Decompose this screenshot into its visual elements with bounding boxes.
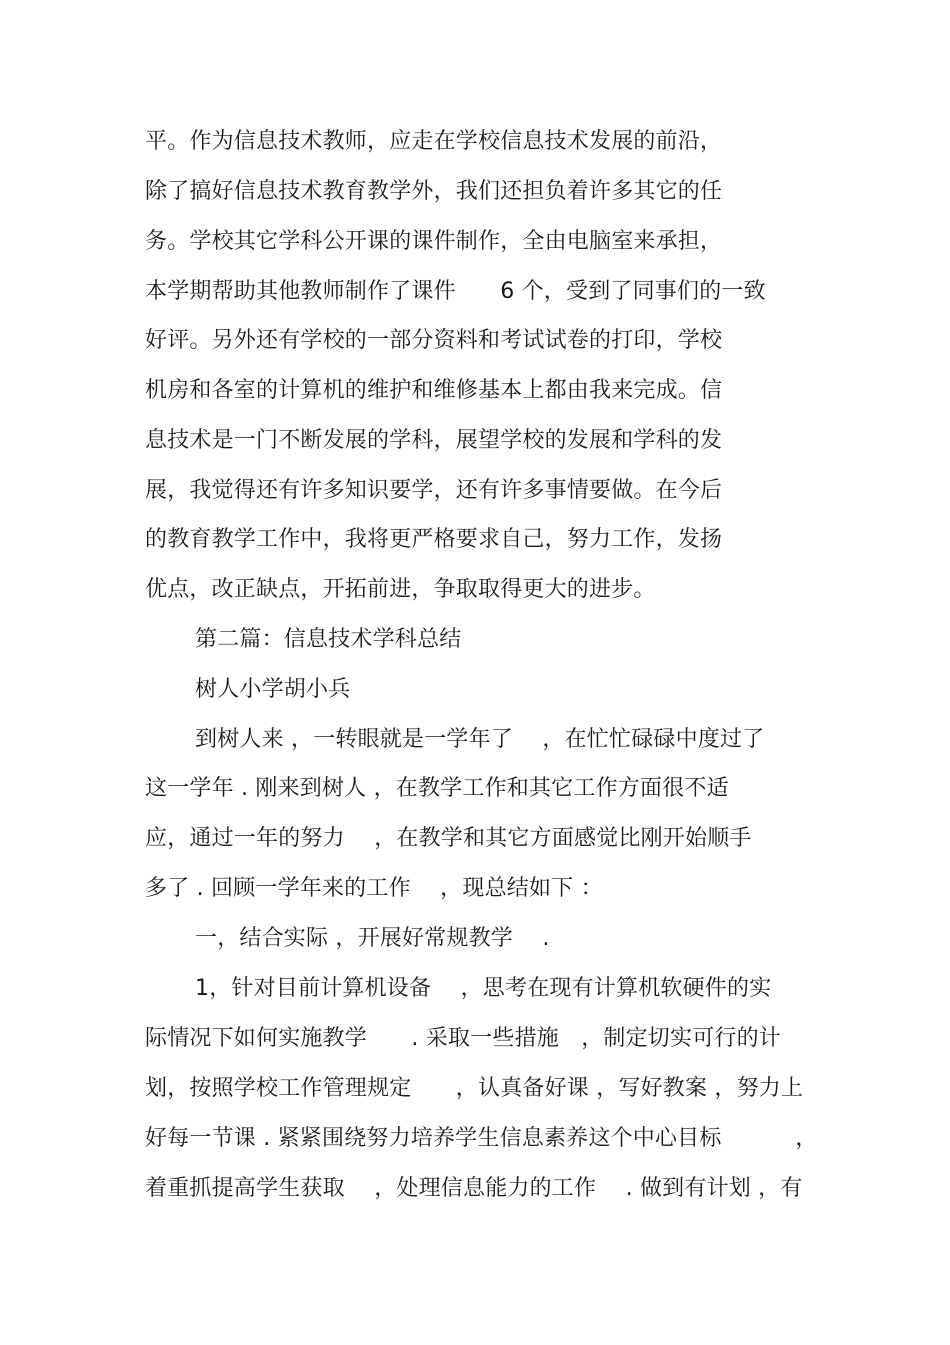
paragraph-line: 应，通过一年的努力 ，在教学和其它方面感觉比刚开始顺手 — [145, 826, 752, 851]
paragraph-line: 展，我觉得还有许多知识要学，还有许多事情要做。在今后 — [145, 478, 723, 503]
paragraph-line: 务。学校其它学科公开课的课件制作，全由电脑室来承担， — [145, 229, 723, 254]
paragraph-line: 机房和各室的计算机的维护和维修基本上都由我来完成。信 — [145, 378, 723, 403]
paragraph-line: 优点，改正缺点，开拓前进，争取取得更大的进步。 — [145, 577, 656, 602]
author-line: 树人小学胡小兵 — [195, 677, 351, 702]
paragraph-line: 到树人来 ，一转眼就是一学年了 ，在忙忙碌碌中度过了 — [195, 727, 765, 752]
paragraph-line: 平。作为信息技术教师，应走在学校信息技术发展的前沿， — [145, 129, 723, 154]
paragraph-line: 除了搞好信息技术教育教学外，我们还担负着许多其它的任 — [145, 179, 723, 204]
paragraph-line: 好评。另外还有学校的一部分资料和考试试卷的打印，学校 — [145, 328, 723, 353]
paragraph-line: 这一学年 . 刚来到树人 ，在教学工作和其它工作方面很不适 — [145, 776, 729, 801]
paragraph-line: 息技术是一门不断发展的学科，展望学校的发展和学科的发 — [145, 428, 723, 453]
section-heading: 第二篇：信息技术学科总结 — [195, 627, 462, 652]
paragraph-line: 1，针对目前计算机设备 ，思考在现有计算机软硬件的实 — [195, 976, 772, 1001]
paragraph-line: 的教育教学工作中，我将更严格要求自己，努力工作，发扬 — [145, 527, 723, 552]
paragraph-line: 多了 . 回顾一学年来的工作 ，现总结如下 ： — [145, 876, 603, 901]
paragraph-line: 本学期帮助其他教师制作了课件 6 个，受到了同事们的一致 — [145, 279, 766, 304]
paragraph-line: 划，按照学校工作管理规定 ，认真备好课 ，写好教案 ，努力上 — [145, 1076, 804, 1101]
paragraph-line: 好每一节课 . 紧紧围绕努力培养学生信息素养这个中心目标 ， — [145, 1126, 818, 1151]
paragraph-line: 际情况下如何实施教学 . 采取一些措施 ，制定切实可行的计 — [145, 1026, 781, 1051]
subsection-heading: 一，结合实际 ，开展好常规教学 . — [195, 926, 550, 951]
paragraph-line: 着重抓提高学生获取 ，处理信息能力的工作 . 做到有计划 ，有 — [145, 1176, 803, 1201]
